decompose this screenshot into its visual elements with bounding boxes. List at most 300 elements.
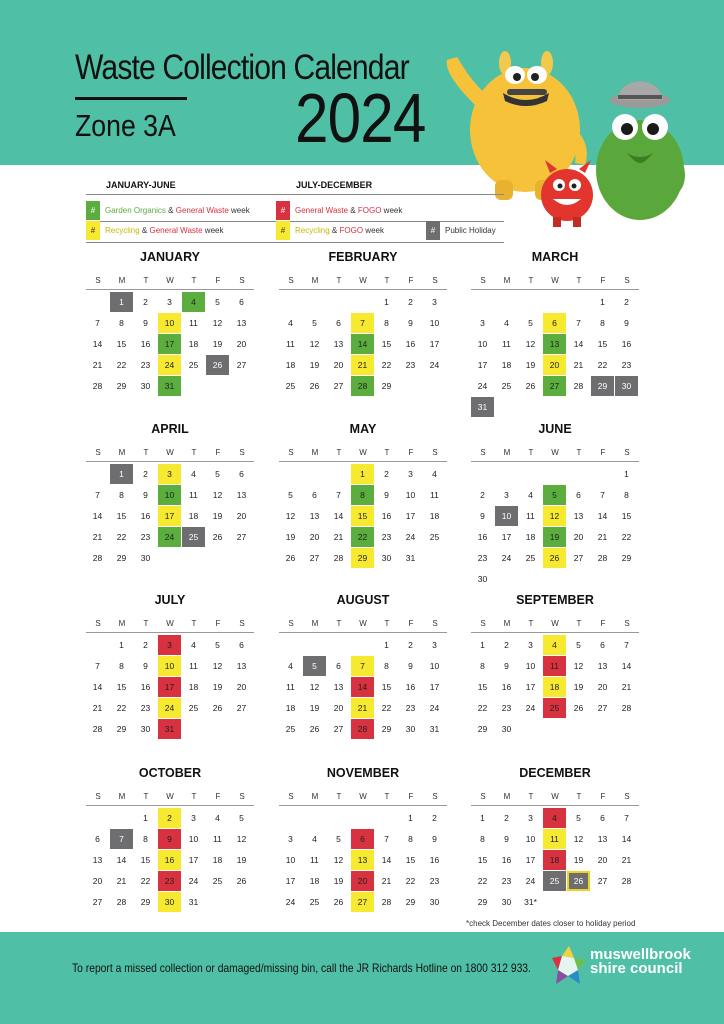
calendar-day: 5 [303,656,326,676]
calendar-day: 5 [543,485,566,505]
calendar-day: 20 [597,682,608,692]
calendar-day: 23 [501,876,512,886]
calendar-day: 20 [92,876,103,886]
council-logo-text [590,948,691,976]
legend-label-fogo: FOGO [357,206,382,215]
calendar-day: 2 [480,490,485,500]
calendar-day: 13 [333,682,344,692]
calendar-day: 16 [501,855,512,865]
calendar-day: 7 [600,490,605,500]
calendar-day: 8 [384,318,389,328]
calendar-day: 13 [236,490,247,500]
calendar-day: 20 [236,339,247,349]
calendar-day: 12 [309,682,320,692]
calendar-day: 20 [597,855,608,865]
weekday-header: T [528,276,534,285]
weekday-header: S [95,619,101,628]
calendar-day: 25 [188,703,199,713]
calendar-day: 6 [239,640,244,650]
weekday-header: S [480,792,486,801]
calendar-day: 14 [333,511,344,521]
legend-week-3: week [204,226,224,235]
weekday-header: W [551,276,559,285]
calendar-day: 12 [573,834,584,844]
weekday-header: M [503,448,511,457]
calendar-day: 8 [600,318,605,328]
weekday-header: T [191,276,197,285]
calendar-day: 7 [351,656,374,676]
weekday-divider [86,289,254,290]
weekday-header: S [480,276,486,285]
calendar-day: 30 [429,897,440,907]
calendar-day: 16 [621,339,632,349]
calendar-day: 18 [429,511,440,521]
calendar-day: 28 [92,724,103,734]
weekday-header: T [191,792,197,801]
calendar-day: 18 [309,876,320,886]
calendar-day: 3 [408,469,413,479]
weekday-header: W [551,792,559,801]
legend-week-4: week [365,226,384,235]
calendar-day: 29 [591,376,614,396]
calendar-day: 13 [236,661,247,671]
council-logo-line2: shire council [590,960,683,977]
calendar-day: 31 [158,376,181,396]
calendar-day: 15 [381,682,392,692]
weekday-header: W [166,619,174,628]
weekday-header: M [503,619,511,628]
weekday-header: S [239,276,245,285]
calendar-day: 1 [384,297,389,307]
calendar-day: 4 [191,469,196,479]
green-monster-image [596,81,685,220]
legend-item-garden-general [86,201,250,220]
weekday-divider [471,289,639,290]
weekday-header: S [239,619,245,628]
calendar-day: 28 [621,876,632,886]
calendar-day: 10 [158,313,181,333]
calendar-day: 5 [239,813,244,823]
calendar-day: 20 [236,511,247,521]
calendar-day: 16 [140,682,151,692]
legend-amp-3: & [141,226,148,235]
weekday-header: S [624,276,630,285]
weekday-header: M [503,792,511,801]
calendar-day: 11 [189,490,198,500]
month-title: JANUARY [140,250,200,264]
calendar-day: 5 [312,318,317,328]
weekday-header: T [384,792,390,801]
weekday-header: S [480,619,486,628]
calendar-day: 21 [597,532,608,542]
calendar-day: 26 [236,876,247,886]
legend-swatch-green: # [86,201,100,220]
calendar-day: 4 [543,808,566,828]
calendar-day: 23 [381,532,392,542]
calendar-day: 19 [236,855,247,865]
calendar-day: 10 [158,656,181,676]
weekday-divider [279,289,447,290]
calendar-day: 16 [140,511,151,521]
legend-item-public-holiday [426,221,496,240]
calendar-day: 12 [212,490,223,500]
calendar-day: 31* [524,897,537,907]
calendar-day: 21 [621,855,632,865]
calendar-day: 22 [116,532,127,542]
calendar-day: 9 [384,490,389,500]
calendar-day: 9 [408,661,413,671]
calendar-day: 28 [573,381,584,391]
calendar-day: 10 [429,661,440,671]
legend-amp-4: & [331,226,338,235]
calendar-day: 19 [573,855,584,865]
calendar-day: 27 [573,553,584,563]
calendar-day: 15 [116,511,127,521]
legend-item-recycling-fogo [276,221,384,240]
weekday-header: T [528,792,534,801]
month-title: MAY [349,422,377,436]
calendar-day: 9 [143,661,148,671]
calendar-day: 4 [312,834,317,844]
calendar-day: 23 [140,532,151,542]
month-title: APRIL [151,422,189,436]
calendar-day: 9 [432,834,437,844]
calendar-day: 26 [212,703,223,713]
calendar-day: 27 [309,553,320,563]
weekday-header: F [408,792,414,801]
calendar-day: 12 [285,511,296,521]
calendar-day: 13 [543,334,566,354]
calendar-day: 20 [333,360,344,370]
calendar-day: 24 [285,897,296,907]
calendar-day: 6 [600,813,605,823]
calendar-day: 12 [333,855,344,865]
calendar-day: 26 [212,532,223,542]
calendar-day: 5 [336,834,341,844]
calendar-day: 22 [116,703,127,713]
calendar-day: 9 [504,661,509,671]
calendar-day: 21 [92,703,103,713]
weekday-header: T [143,448,149,457]
calendar-day: 1 [624,469,629,479]
calendar-day: 16 [405,682,416,692]
calendar-day: 29 [477,897,488,907]
calendar-day: 14 [351,677,374,697]
calendar-day: 15 [597,339,608,349]
calendar-day: 16 [477,532,488,542]
weekday-header: T [384,619,390,628]
calendar-day: 8 [480,661,485,671]
weekday-header: M [311,619,319,628]
calendar-day: 12 [212,318,223,328]
calendar-day: 20 [236,682,247,692]
calendar-day: 8 [119,490,124,500]
calendar-day: 18 [188,339,199,349]
calendar-day: 18 [212,855,223,865]
calendar-day: 12 [309,339,320,349]
weekday-header: F [408,276,414,285]
zone-label: Zone 3A [75,108,176,143]
calendar-day: 11 [310,855,319,865]
calendar-day: 1 [110,292,133,312]
year-label: 2024 [295,79,426,157]
calendar-day: 18 [188,511,199,521]
legend-swatch-red: # [276,201,290,220]
calendar-day: 23 [477,553,488,563]
calendar-day: 4 [288,661,293,671]
legend-heading-jul-dec: JULY-DECEMBER [296,180,373,190]
legend-item-general-fogo [276,201,402,220]
legend-divider-bottom [86,242,504,243]
calendar-day: 12 [525,339,536,349]
calendar-day: 13 [573,511,584,521]
weekday-header: S [288,276,294,285]
calendar-day: 23 [405,703,416,713]
weekday-header: S [239,448,245,457]
weekday-header: M [118,276,126,285]
calendar-day: 26 [567,871,590,891]
weekday-header: T [528,448,534,457]
calendar-day: 25 [182,527,205,547]
legend-item-recycling-general [86,221,223,240]
weekday-header: T [336,448,342,457]
weekday-header: S [95,276,101,285]
calendar-day: 30 [140,381,151,391]
calendar-day: 25 [525,553,536,563]
weekday-header: T [191,448,197,457]
calendar-day: 14 [116,855,127,865]
calendar-day: 10 [405,490,416,500]
weekday-header: S [95,792,101,801]
calendar-day: 17 [525,855,536,865]
weekday-header: T [384,448,390,457]
calendar-day: 1 [600,297,605,307]
calendar-day: 3 [432,297,437,307]
weekday-header: S [288,792,294,801]
calendar-day: 10 [188,834,199,844]
weekday-header: F [600,619,606,628]
calendar-day: 31 [471,397,494,417]
calendar-day: 20 [309,532,320,542]
calendar-day: 27 [236,703,247,713]
month-title: MARCH [531,250,579,264]
calendar-day: 26 [333,897,344,907]
calendar-day: 17 [501,532,512,542]
calendar-day: 7 [95,490,100,500]
calendar-day: 1 [110,464,133,484]
calendar-day: 22 [351,527,374,547]
calendar-day: 2 [408,640,413,650]
calendar-day: 19 [212,339,223,349]
calendar-day: 3 [288,834,293,844]
calendar-day: 17 [525,682,536,692]
calendar-day: 30 [501,724,512,734]
calendar-day: 29 [621,553,632,563]
calendar-day: 24 [158,698,181,718]
calendar-day: 5 [215,640,220,650]
calendar-day: 26 [525,381,536,391]
calendar-day: 2 [158,808,181,828]
calendar-day: 14 [92,511,103,521]
calendar-day: 29 [116,381,127,391]
calendar-day: 10 [477,339,488,349]
legend-amp-2: & [350,206,356,215]
calendar-day: 6 [312,490,317,500]
calendar-day: 8 [480,834,485,844]
calendar-day: 18 [543,677,566,697]
calendar-day: 15 [351,506,374,526]
calendar-day: 2 [432,813,437,823]
calendar-day: 13 [309,511,320,521]
calendar-day: 27 [597,876,608,886]
calendar-day: 14 [621,834,632,844]
legend-amp: & [168,206,174,215]
calendar-day: 22 [140,876,151,886]
calendar-day: 8 [119,318,124,328]
calendar-day: 15 [621,511,632,521]
calendar-day: 20 [351,871,374,891]
calendar-day: 15 [381,339,392,349]
calendar-day: 3 [432,640,437,650]
calendar-day: 11 [286,682,295,692]
weekday-divider [471,805,639,806]
calendar-day: 10 [429,318,440,328]
weekday-header: M [311,276,319,285]
weekday-divider [86,461,254,462]
calendar-day: 18 [285,703,296,713]
calendar-day: 10 [525,834,536,844]
calendar-day: 6 [576,490,581,500]
calendar-day: 22 [621,532,632,542]
calendar-day: 30 [405,724,416,734]
calendar-day: 2 [624,297,629,307]
calendar-day: 9 [624,318,629,328]
calendar-day: 1 [408,813,413,823]
calendar-day: 5 [576,640,581,650]
calendar-day: 4 [288,318,293,328]
calendar-day: 12 [543,506,566,526]
weekday-divider [86,805,254,806]
weekday-header: S [288,448,294,457]
calendar-day: 26 [285,553,296,563]
weekday-header: F [600,792,606,801]
calendar-day: 6 [239,469,244,479]
calendar-day: 9 [504,834,509,844]
calendar-day: 27 [333,381,344,391]
month-title: SEPTEMBER [516,593,594,607]
calendar-day: 30 [158,892,181,912]
title-divider [75,97,187,100]
calendar-day: 23 [405,360,416,370]
calendar-day: 17 [158,334,181,354]
calendar-day: 11 [213,834,222,844]
weekday-header: F [408,448,414,457]
weekday-header: W [359,276,367,285]
calendar-day: 30 [140,553,151,563]
weekday-divider [279,632,447,633]
calendar-day: 18 [188,682,199,692]
weekday-header: F [215,619,221,628]
weekday-header: M [311,448,319,457]
calendar-day: 14 [597,511,608,521]
calendar-day: 6 [600,640,605,650]
calendar-day: 12 [212,661,223,671]
calendar-day: 10 [158,485,181,505]
calendar-day: 20 [543,355,566,375]
calendar-day: 28 [351,719,374,739]
calendar-day: 6 [543,313,566,333]
calendar-day: 6 [336,318,341,328]
calendar-day: 23 [140,703,151,713]
weekday-header: M [503,276,511,285]
weekday-header: T [336,792,342,801]
weekday-header: W [166,792,174,801]
calendar-day: 31 [405,553,416,563]
calendar-day: 25 [309,897,320,907]
calendar-day: 13 [597,834,608,844]
weekday-header: S [432,619,438,628]
calendar-day: 3 [504,490,509,500]
weekday-header: W [551,448,559,457]
calendar-day: 22 [381,703,392,713]
council-logo [550,942,700,992]
calendar-day: 15 [140,855,151,865]
calendar-day: 30 [477,574,488,584]
calendar-day: 7 [384,834,389,844]
legend-label-general-waste-2: General Waste [295,206,349,215]
calendar-day: 11 [502,339,511,349]
calendar-day: 10 [525,661,536,671]
calendar-day: 14 [92,682,103,692]
calendar-day: 6 [239,297,244,307]
weekday-header: W [359,448,367,457]
calendar-day: 24 [405,532,416,542]
calendar-day: 19 [285,532,296,542]
weekday-header: S [624,619,630,628]
weekday-header: T [191,619,197,628]
calendar-day: 16 [405,339,416,349]
calendar-day: 26 [573,703,584,713]
legend-swatch-yellow: # [86,221,100,240]
calendar-day: 17 [405,511,416,521]
calendar-day: 21 [621,682,632,692]
calendar-day: 21 [116,876,127,886]
calendar-day: 30 [501,897,512,907]
calendar-day: 1 [351,464,374,484]
calendar-day: 19 [525,360,536,370]
calendar-day: 30 [615,376,638,396]
calendar-day: 24 [477,381,488,391]
calendar-day: 7 [624,813,629,823]
calendar-day: 29 [477,724,488,734]
weekday-header: F [215,276,221,285]
weekday-header: T [143,276,149,285]
calendar-day: 8 [351,485,374,505]
calendar-day: 15 [116,682,127,692]
calendar-day: 22 [381,360,392,370]
calendar-day: 15 [116,339,127,349]
calendar-day: 27 [333,724,344,734]
calendar-day: 14 [381,855,392,865]
calendar-day: 11 [526,511,535,521]
weekday-header: F [600,276,606,285]
calendar-day: 14 [92,339,103,349]
calendar-day: 28 [597,553,608,563]
page-title: Waste Collection Calendar [75,48,409,87]
calendar-day: 27 [92,897,103,907]
legend-swatch-grey: # [426,221,440,240]
calendar-day: 5 [528,318,533,328]
